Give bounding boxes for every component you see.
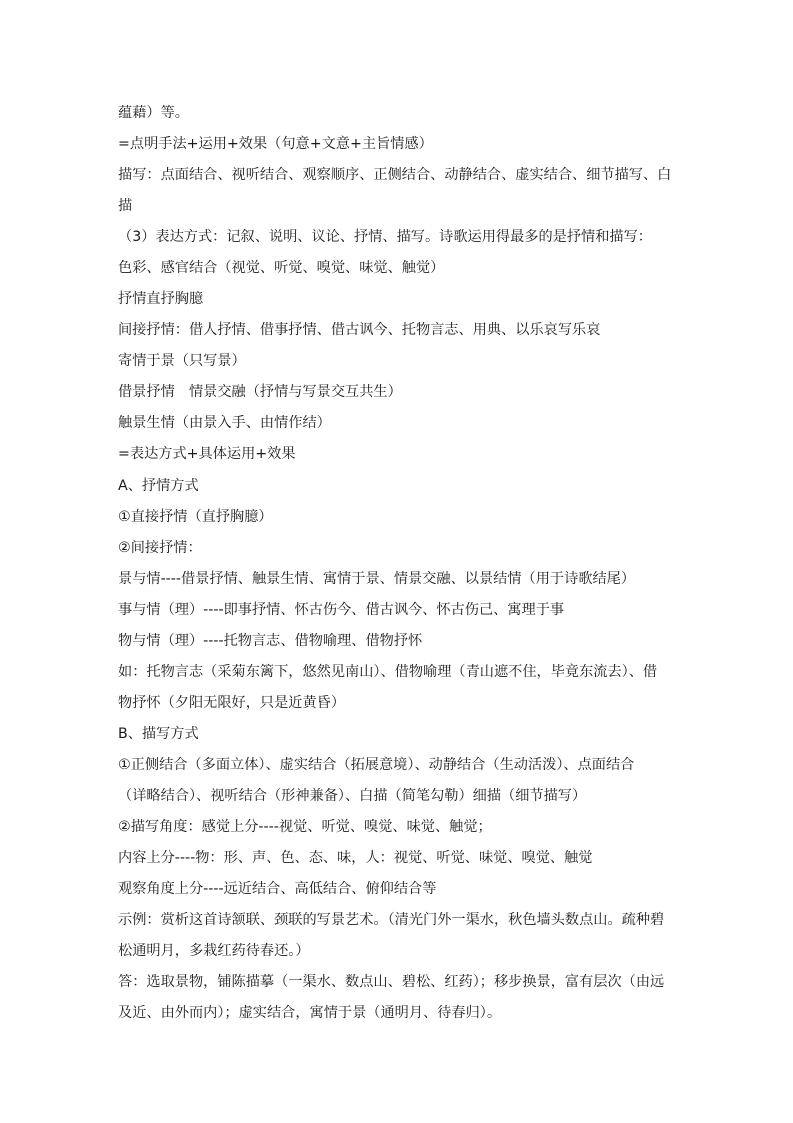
text-line: 如：托物言志（采菊东篱下，悠然见南山）、借物喻理（青山遮不住，毕竟东流去）、借 — [118, 664, 658, 680]
text-line: 事与情（理）----即事抒情、怀古伤今、借古讽今、怀古伤己、寓理于事 — [118, 602, 565, 618]
text-line: =点明手法+运用+效果（句意+文意+主旨情感） — [118, 136, 433, 152]
text-line: 抒情直抒胸臆 — [118, 291, 204, 307]
text-line: ②描写角度：感觉上分----视觉、听觉、嗅觉、味觉、触觉； — [118, 819, 492, 835]
text-line: 描写：点面结合、视听结合、观察顺序、正侧结合、动静结合、虚实结合、细节描写、白 — [118, 167, 672, 183]
text-line: 松通明月，多栽红药待春还。） — [118, 943, 310, 959]
text-line: 蕴藉）等。 — [118, 105, 189, 121]
text-line: ②间接抒情： — [118, 540, 202, 556]
text-line: （3）表达方式：记叙、说明、议论、抒情、描写。诗歌运用得最多的是抒情和描写： — [118, 229, 652, 245]
text-line: 内容上分----物：形、声、色、态、味，人：视觉、听觉、味觉、嗅觉、触觉 — [118, 850, 593, 866]
text-line: 物与情（理）----托物言志、借物喻理、借物抒怀 — [118, 633, 423, 649]
section-heading: B、描写方式 — [118, 726, 199, 742]
text-line: （详略结合）、视听结合（形神兼备）、白描（简笔勾勒）细描（细节描写） — [118, 788, 587, 804]
text-line: 描 — [118, 198, 133, 214]
text-line: 寄情于景（只写景） — [118, 353, 246, 369]
text-line: 景与情----借景抒情、触景生情、寓情于景、情景交融、以景结情（用于诗歌结尾） — [118, 571, 636, 587]
text-line: 色彩、感官结合（视觉、听觉、嗅觉、味觉、触觉） — [118, 260, 445, 276]
text-line: 间接抒情：借人抒情、借事抒情、借古讽今、托物言志、用典、以乐哀写乐哀 — [118, 322, 601, 338]
text-line: =表达方式+具体运用+效果 — [118, 446, 296, 462]
text-line: ①正侧结合（多面立体）、虚实结合（拓展意境）、动静结合（生动活泼）、点面结合 — [118, 757, 635, 773]
text-line: ①直接抒情（直抒胸臆） — [118, 509, 273, 525]
text-line: 示例：赏析这首诗颔联、颈联的写景艺术。（清光门外一渠水，秋色墙头数点山。疏种碧 — [118, 912, 665, 928]
text-line: 观察角度上分----远近结合、高低结合、俯仰结合等 — [118, 881, 437, 897]
section-heading: A、抒情方式 — [118, 478, 199, 494]
text-line: 及近、由外而内）；虚实结合，寓情于景（通明月、待春归）。 — [118, 1005, 502, 1021]
text-line: 物抒怀（夕阳无限好，只是近黄昏） — [118, 695, 346, 711]
text-line: 答：选取景物，铺陈描摹（一渠水、数点山、碧松、红药）；移步换景，富有层次（由远 — [118, 974, 665, 990]
text-line: 触景生情（由景入手、由情作结） — [118, 415, 331, 431]
text-line: 借景抒情 情景交融（抒情与写景交互共生） — [118, 384, 402, 400]
